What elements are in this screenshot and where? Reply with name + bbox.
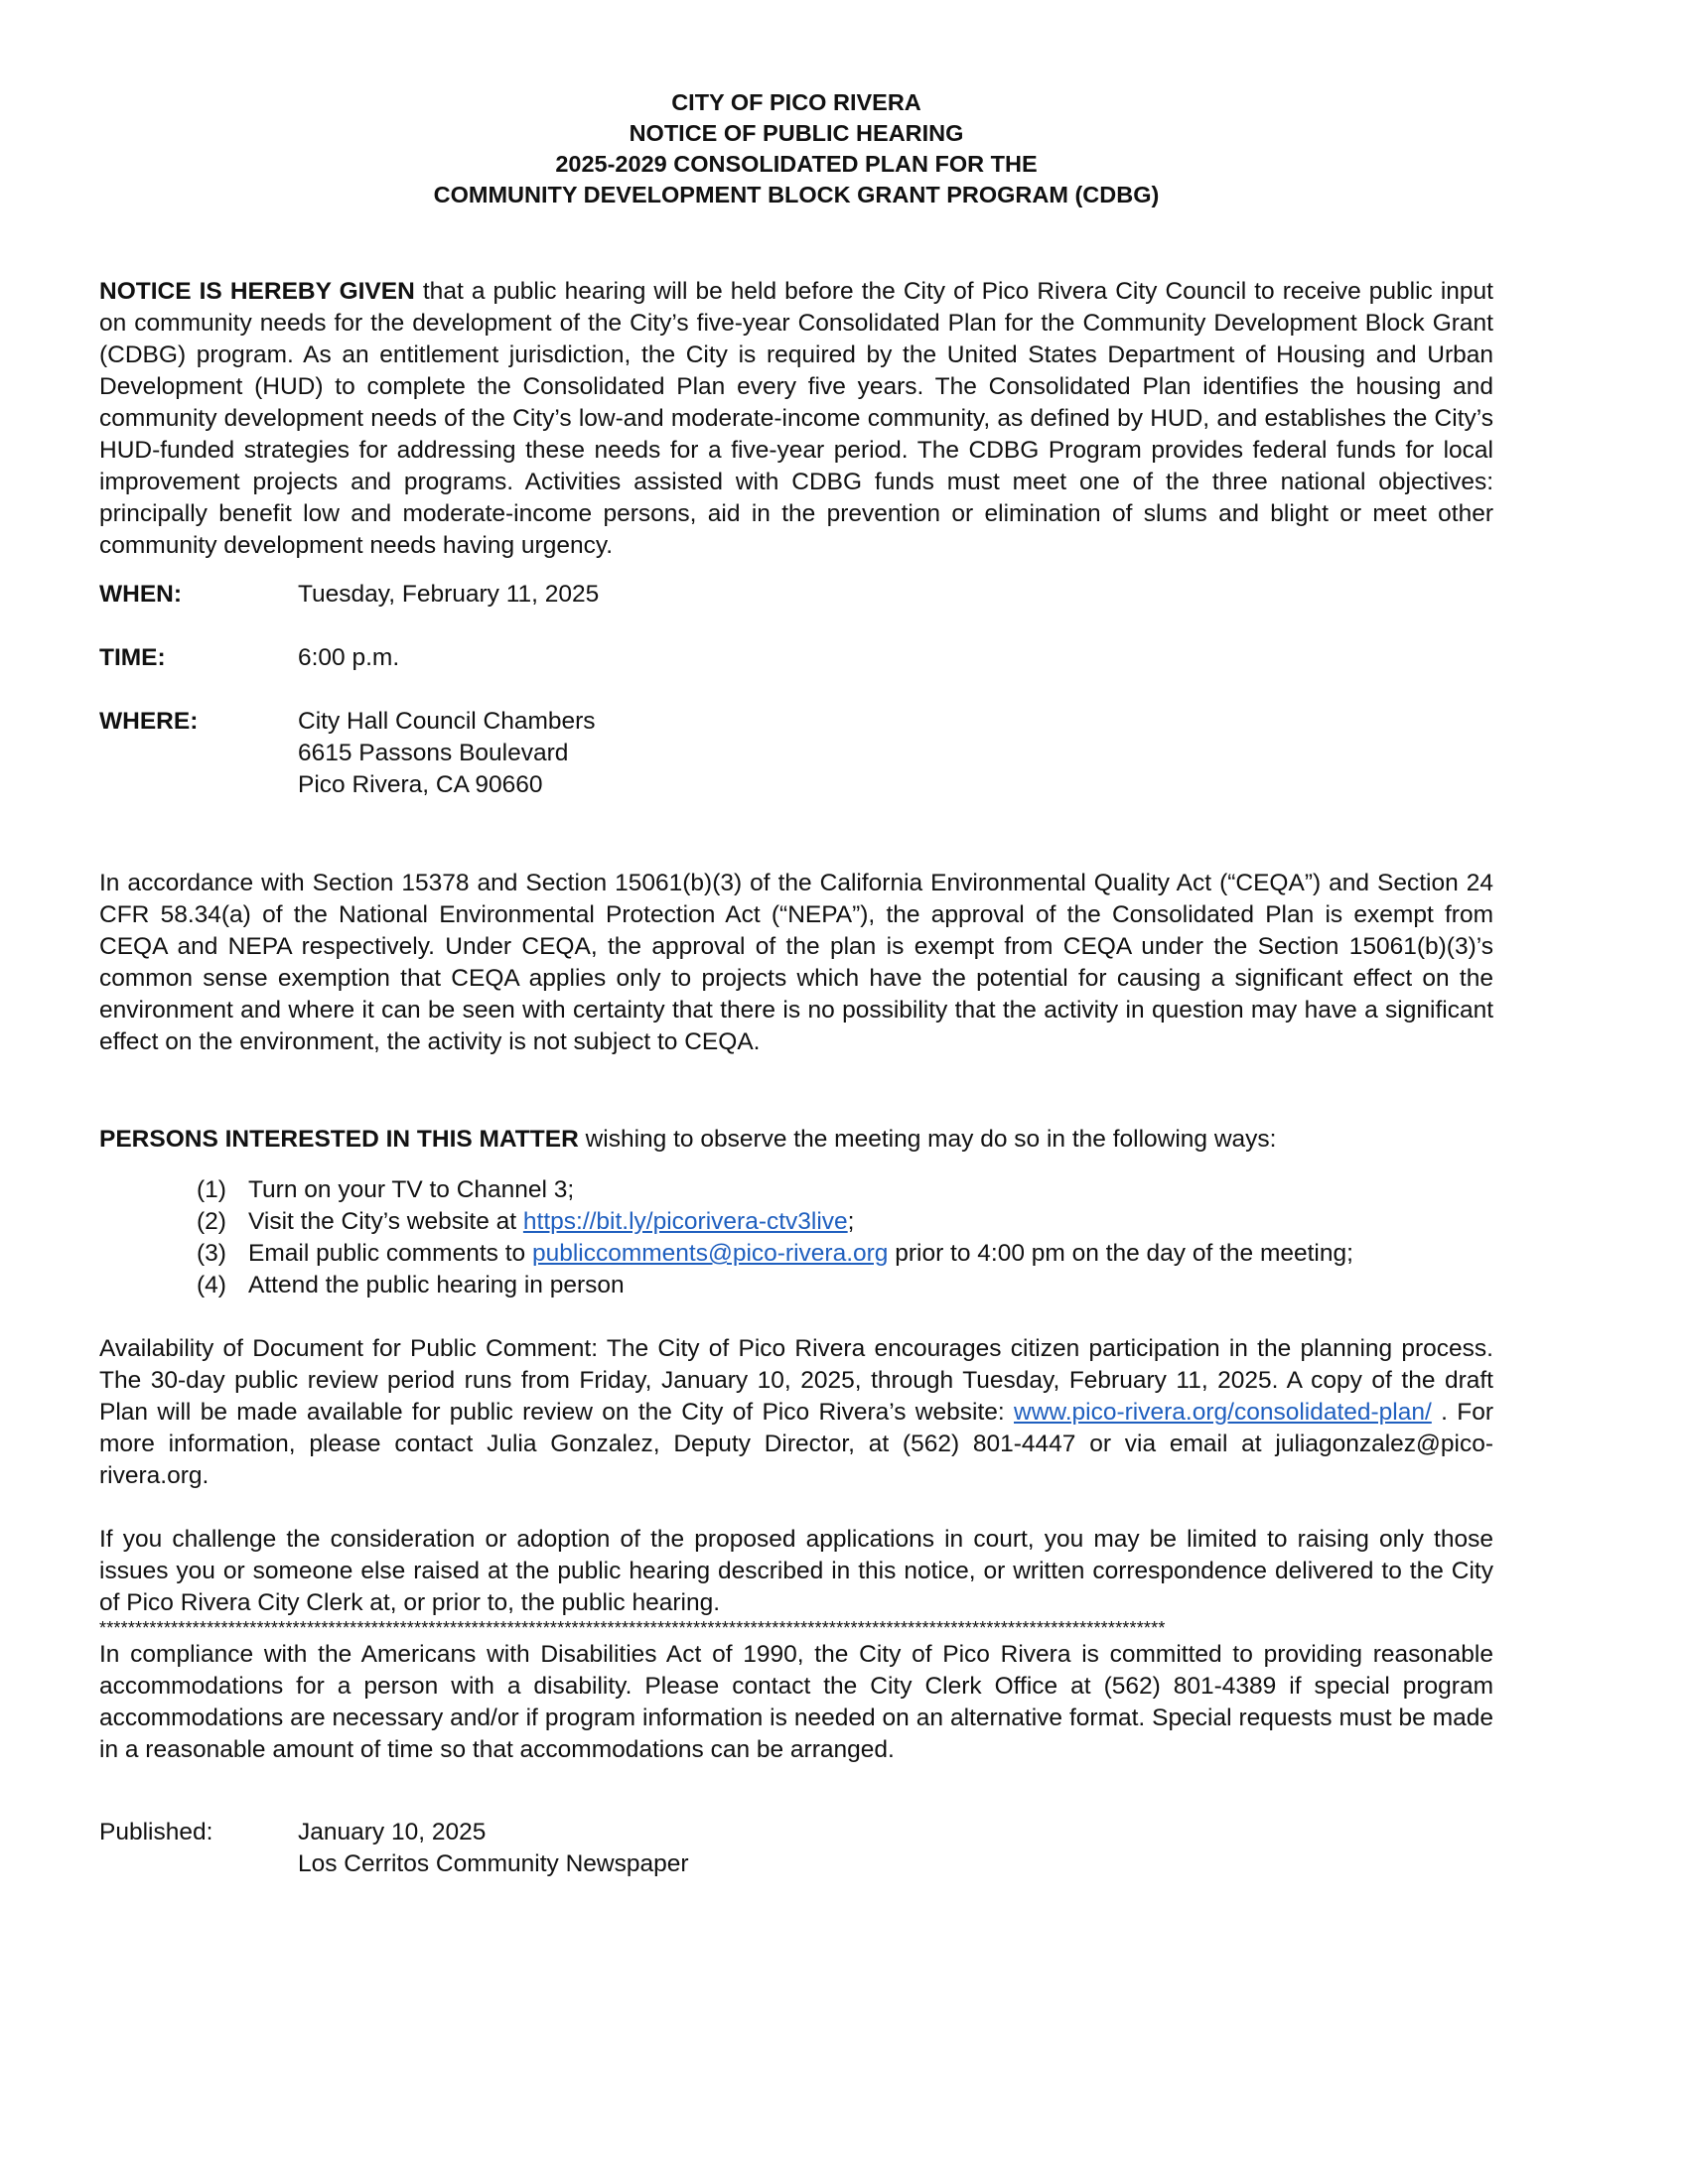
availability-post: . For more information, please contact Julia Gonzalez, Deputy Director, at (562) 801-4447 or via email at juliagonzalez@pico-rivera.org.	[99, 1399, 1494, 1489]
document-header	[99, 87, 1493, 210]
where-address	[298, 706, 596, 801]
list-item-number: (2)	[197, 1208, 226, 1235]
where-row	[99, 706, 1493, 801]
where-venue: City Hall Council Chambers	[298, 708, 596, 735]
notice-lead: NOTICE IS HEREBY GIVEN	[99, 278, 415, 305]
persons-paragraph	[99, 1124, 1493, 1156]
time-value: 6:00 p.m.	[298, 644, 400, 671]
header-plan-title: 2025-2029 CONSOLIDATED PLAN FOR THE	[555, 151, 1038, 177]
list-item-prefix: Visit the City’s website at	[248, 1208, 523, 1235]
list-item-text: Turn on your TV to Channel 3;	[248, 1176, 575, 1203]
ceqa-paragraph: In accordance with Section 15378 and Section 15061(b)(3) of the California Environmental Quality Act (“CEQA”) and Section 24 CFR 58.34(a) of the National Environmental Protection Act (“NEPA”), the approval of the Consolidated Plan is exempt from CEQA and NEPA respectively. Under CEQA, the approval of the plan is exempt from CEQA under the Section 15061(b)(3)’s common sense exemption that CEQA applies only to projects which have the potential for causing a significant effect on the environment and where it can be seen with certainty that there is no possibility that the activity in question may have a significant effect on the environment, the activity is not subject to CEQA.	[99, 870, 1493, 1055]
header-city: CITY OF PICO RIVERA	[671, 89, 921, 115]
consolidated-plan-link[interactable]: www.pico-rivera.org/consolidated-plan/	[1014, 1399, 1432, 1426]
list-item	[197, 1238, 1493, 1270]
when-value: Tuesday, February 11, 2025	[298, 581, 600, 608]
list-item-number: (1)	[197, 1176, 226, 1203]
published-details	[298, 1817, 689, 1880]
where-city: Pico Rivera, CA 90660	[298, 771, 543, 798]
list-item-text: Attend the public hearing in person	[248, 1272, 625, 1298]
list-item-number: (4)	[197, 1272, 226, 1298]
persons-lead: PERSONS INTERESTED IN THIS MATTER	[99, 1126, 579, 1153]
persons-body: wishing to observe the meeting may do so in the following ways:	[578, 1126, 1277, 1153]
challenge-paragraph: If you challenge the consideration or adoption of the proposed applications in court, you may be limited to raising only those issues you or someone else raised at the public hearing described in this notice, or written correspondence delivered to the City of Pico Rivera City Clerk at, or prior to, the public hearing.	[99, 1526, 1493, 1616]
published-date: January 10, 2025	[298, 1819, 487, 1845]
list-item	[197, 1270, 1493, 1301]
availability-pre: Availability of Document for Public Comment: The City of Pico Rivera encourages citizen participation in the planning process. The 30-day public review period runs from Friday, January 10, 2025, through Tuesday, February 11, 2025. A copy of the draft Plan will be made available for public review on the City of Pico Rivera’s website:	[99, 1335, 1493, 1426]
header-notice-type: NOTICE OF PUBLIC HEARING	[629, 120, 964, 146]
list-item-prefix: Email public comments to	[248, 1240, 532, 1267]
list-item-number: (3)	[197, 1240, 226, 1267]
where-street: 6615 Passons Boulevard	[298, 740, 569, 766]
notice-paragraph	[99, 276, 1493, 562]
published-label: Published:	[99, 1819, 213, 1845]
list-item-text	[248, 1206, 854, 1238]
published-newspaper: Los Cerritos Community Newspaper	[298, 1850, 689, 1877]
list-item-text	[248, 1238, 1353, 1270]
published-row	[99, 1817, 1493, 1880]
list-item	[197, 1206, 1493, 1238]
time-row	[99, 642, 1493, 674]
when-label: WHEN:	[99, 581, 183, 608]
asterisk-separator: *****************************************************************************************************************************************************	[99, 1619, 1166, 1638]
time-label: TIME:	[99, 644, 166, 671]
notice-document	[99, 87, 1493, 1880]
availability-paragraph	[99, 1333, 1493, 1492]
public-comments-email-link[interactable]: publiccomments@pico-rivera.org	[531, 1240, 889, 1267]
ada-paragraph: In compliance with the Americans with Disabilities Act of 1990, the City of Pico Rivera is committed to providing reasonable accommodations for a person with a disability. Please contact the City Clerk Office at (562) 801-4389 if special program accommodations are necessary and/or if program information is needed on an alternative format. Special requests must be made in a reasonable amount of time so that accommodations can be arranged.	[99, 1641, 1493, 1763]
where-label: WHERE:	[99, 708, 199, 735]
notice-body: that a public hearing will be held before the City of Pico Rivera City Council to receive public input on community needs for the development of the City’s five-year Consolidated Plan for the Community Development Block Grant (CDBG) program. As an entitlement jurisdiction, the City is required by the United States Department of Housing and Urban Development (HUD) to complete the Consolidated Plan every five years. The Consolidated Plan identifies the housing and community development needs of the City’s low-and moderate-income community, as defined by HUD, and establishes the City’s HUD-funded strategies for addressing these needs for a five-year period. The CDBG Program provides federal funds for local improvement projects and programs. Activities assisted with CDBG funds must meet one of the three national objectives: principally benefit low and moderate-income persons, aid in the prevention or elimination of slums and blight or meet other community development needs having urgency.	[99, 278, 1493, 559]
observe-ways-list	[197, 1174, 1493, 1301]
list-item-suffix: ;	[847, 1208, 855, 1235]
list-item-suffix: prior to 4:00 pm on the day of the meeting;	[888, 1240, 1353, 1267]
header-program-title: COMMUNITY DEVELOPMENT BLOCK GRANT PROGRAM (CDBG)	[433, 182, 1160, 207]
list-item	[197, 1174, 1493, 1206]
ctv3-live-link[interactable]: https://bit.ly/picorivera-ctv3live	[522, 1208, 848, 1235]
when-row	[99, 579, 1493, 611]
